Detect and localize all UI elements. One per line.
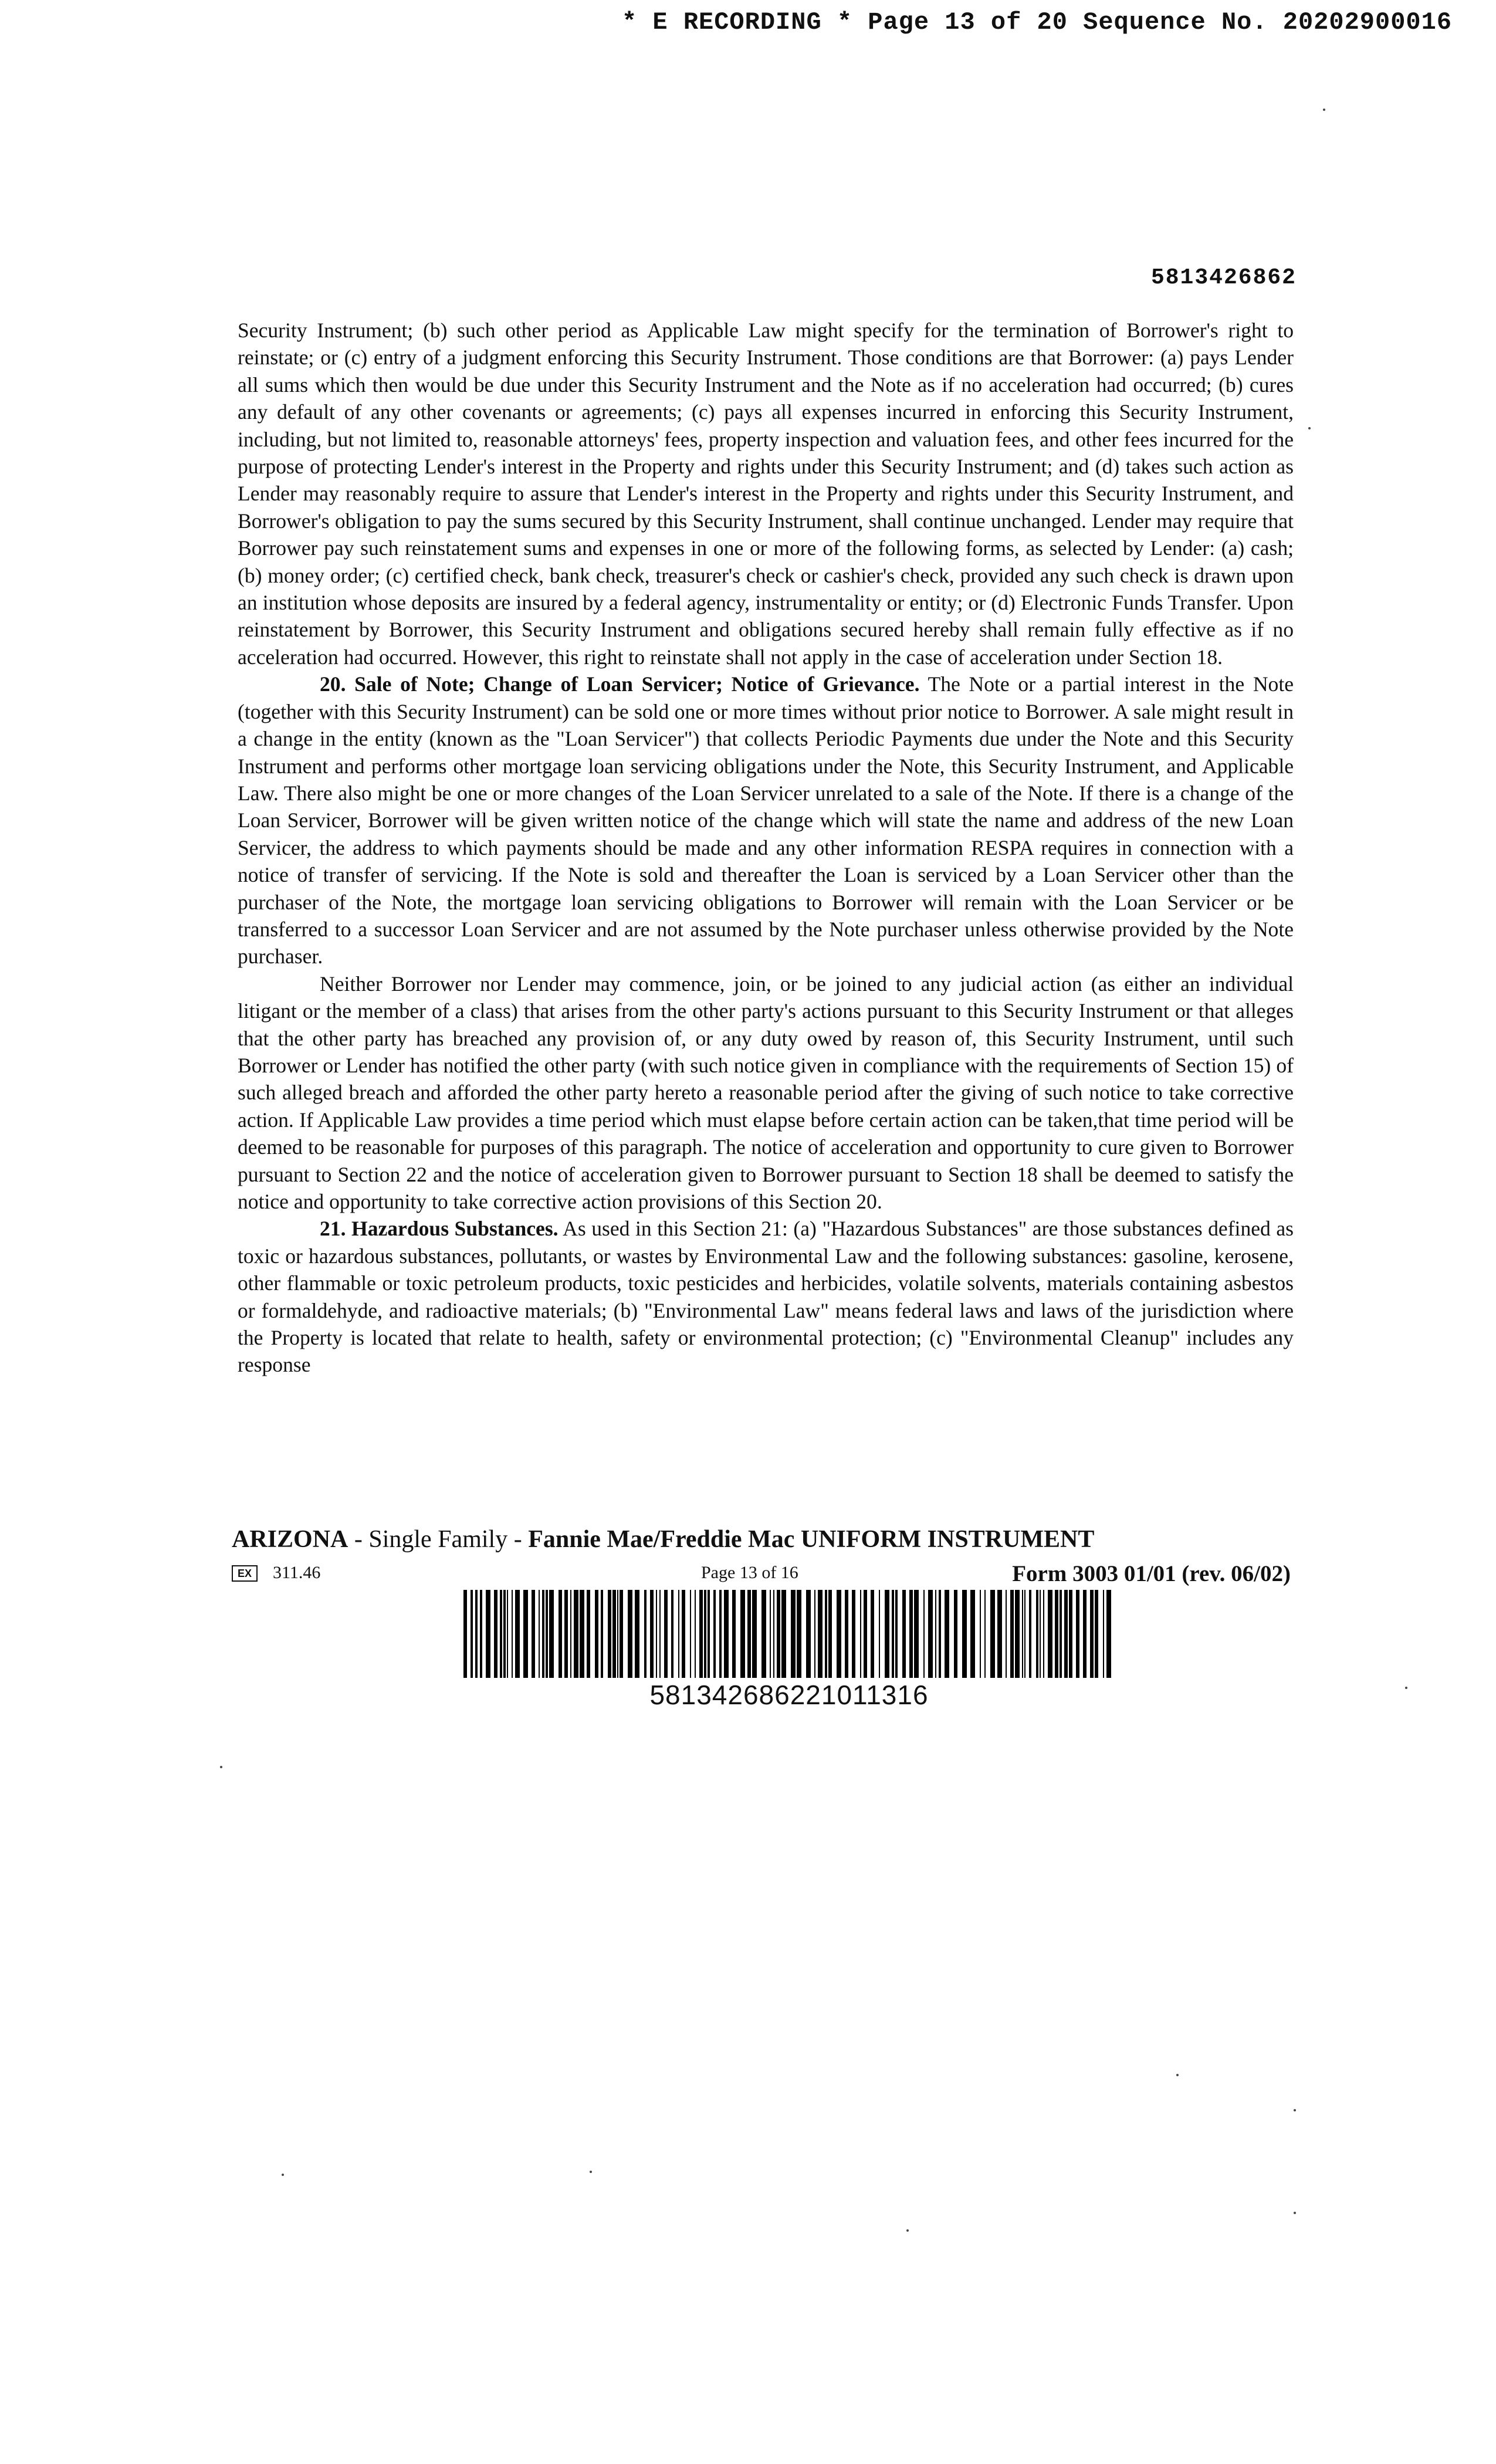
barcode-bar bbox=[864, 1590, 867, 1678]
vendor-code: 311.46 bbox=[273, 1563, 321, 1582]
barcode-bar bbox=[682, 1590, 685, 1678]
barcode-bar bbox=[797, 1590, 801, 1678]
barcode-bar bbox=[740, 1590, 745, 1678]
barcode-bar bbox=[1043, 1590, 1044, 1678]
barcode-bar bbox=[852, 1590, 855, 1678]
barcode-bar bbox=[671, 1590, 673, 1678]
barcode-bar bbox=[620, 1590, 623, 1678]
barcode-bar bbox=[1048, 1590, 1052, 1678]
barcode-bar bbox=[990, 1590, 995, 1678]
form-instrument: Fannie Mae/Freddie Mac UNIFORM INSTRUMENT bbox=[528, 1526, 1095, 1553]
barcode-bar bbox=[704, 1590, 706, 1678]
barcode-bar bbox=[1055, 1590, 1058, 1678]
barcode-bar bbox=[559, 1590, 562, 1678]
barcode-bar bbox=[546, 1590, 548, 1678]
paragraph bbox=[238, 317, 1294, 671]
barcode-bar bbox=[500, 1590, 502, 1678]
barcode-bar bbox=[1040, 1590, 1041, 1678]
scan-speck bbox=[282, 2174, 284, 2176]
barcode-bar bbox=[984, 1590, 986, 1678]
barcode-bar bbox=[601, 1590, 603, 1678]
loan-number: 5813426862 bbox=[1150, 265, 1297, 290]
barcode-bar bbox=[494, 1590, 497, 1678]
barcode-bar bbox=[542, 1590, 544, 1678]
barcode-bar bbox=[471, 1590, 473, 1678]
paragraph-text: The Note or a partial interest in the Note (together with this Security Instrument) can be sold one or more times without prior notice to Borrower. A sale might result in a change in the entity (known as the "Loan Servicer") that collects Periodic Payments due under the Note and this Security Instrument and performs other mortgage loan servicing obligations under the Note, this Security Instrument, and Applicable Law. There also might be one or more changes of the Loan Servicer unrelated to a sale of the Note. If there is a change of the Loan Servicer, Borrower will be given written notice of the change which will state the name and address of the new Loan Servicer, the address to which payments should be made and any other information RESPA requires in connection with a notice of transfer of servicing. If the Note is sold and thereafter the Loan is serviced by a Loan Servicer other than the purchaser of the Note, the mortgage loan servicing obligations to Borrower will remain with the Loan Servicer or be transferred to a successor Loan Servicer and are not assumed by the Note purchaser unless otherwise provided by the Note purchaser. bbox=[238, 672, 1294, 969]
barcode-bar bbox=[902, 1590, 906, 1678]
barcode-bar bbox=[713, 1590, 716, 1678]
barcode-bar bbox=[617, 1590, 618, 1678]
paragraph-text: Security Instrument; (b) such other period as Applicable Law might specify for the termination of Borrower's right to reinstate; or (c) entry of a judgment enforcing this Security Instrument. Those conditions are that Borrower: (a) pays Lender all sums which then would be due under this Security Instrument and the Note as if no acceleration had occurred; (b) cures any default of any other covenants or agreements; (c) pays all expenses incurred in enforcing this Security Instrument, including, but not limited to, reasonable attorneys' fees, property inspection and valuation fees, and other fees incurred for the purpose of protecting Lender's interest in the Property and rights under this Security Instrument; and (d) takes such action as Lender may reasonably require to assure that Lender's interest in the Property and rights under this Security Instrument, and Borrower's obligation to pay the sums secured by this Security Instrument, shall continue unchanged. Lender may require that Borrower pay such reinstatement sums and expenses in one or more of the following forms, as selected by Lender: (a) cash; (b) money order; (c) certified check, bank check, treasurer's check or cashier's check, provided any such check is drawn upon an institution whose deposits are insured by a federal agency, instrumentality or entity; or (d) Electronic Funds Transfer. Upon reinstatement by Borrower, this Security Instrument and obligations secured hereby shall remain fully effective as if no acceleration had occurred. However, this right to reinstate shall not apply in the case of acceleration under Section 18. bbox=[238, 319, 1294, 669]
barcode-bar bbox=[806, 1590, 811, 1678]
barcode-bar bbox=[777, 1590, 780, 1678]
form-title-separator: - bbox=[507, 1526, 529, 1553]
barcode-bar bbox=[761, 1590, 766, 1678]
scan-speck bbox=[1308, 427, 1311, 429]
barcode-bar bbox=[1060, 1590, 1062, 1678]
barcode-bar bbox=[1022, 1590, 1023, 1678]
barcode-bar bbox=[628, 1590, 632, 1678]
barcode-bar bbox=[656, 1590, 657, 1678]
form-footer bbox=[232, 1561, 1291, 1590]
barcode-bar bbox=[678, 1590, 679, 1678]
section-heading: 21. Hazardous Substances. bbox=[320, 1217, 559, 1241]
barcode-bar bbox=[1090, 1590, 1094, 1678]
barcode-bar bbox=[515, 1590, 520, 1678]
barcode-bar bbox=[580, 1590, 584, 1678]
barcode-bar bbox=[954, 1590, 957, 1678]
barcode-bar bbox=[507, 1590, 508, 1678]
barcode-bar bbox=[549, 1590, 554, 1678]
barcode-bar bbox=[773, 1590, 774, 1678]
barcode-bar bbox=[724, 1590, 729, 1678]
barcode-bar bbox=[635, 1590, 639, 1678]
barcode-bar bbox=[970, 1590, 975, 1678]
barcode-bar bbox=[909, 1590, 913, 1678]
paragraph bbox=[238, 970, 1294, 1216]
barcode-bar bbox=[770, 1590, 771, 1678]
barcode-bar bbox=[752, 1590, 757, 1678]
barcode-bar bbox=[699, 1590, 703, 1678]
barcode-bar bbox=[523, 1590, 528, 1678]
barcode-bar bbox=[587, 1590, 590, 1678]
barcode-bar bbox=[486, 1590, 490, 1678]
barcode-bar bbox=[871, 1590, 874, 1678]
recording-header: * E RECORDING * Page 13 of 20 Sequence No. 20202900016 bbox=[622, 8, 1453, 36]
barcode-bar bbox=[747, 1590, 751, 1678]
barcode-bar bbox=[503, 1590, 506, 1678]
barcode-bar bbox=[939, 1590, 941, 1678]
barcode-bar bbox=[463, 1590, 467, 1678]
barcode-bar bbox=[1024, 1590, 1025, 1678]
paragraph-text: Neither Borrower nor Lender may commence, join, or be joined to any judicial action (as either an individual litigant or the member of a class) that arises from the other party's actions pursuant to this Security Instrument or that alleges that the other party has breached any provision of, or any duty owed by reason of, this Security Instrument, until such Borrower or Lender has notified the other party (with such notice given in compliance with the requirements of Section 15) of such alleged breach and afforded the other party hereto a reasonable period after the giving of such notice to take corrective action. If Applicable Law provides a time period which must elapse before certain action can be taken,that time period will be deemed to be reasonable for purposes of this paragraph. The notice of acceleration and opportunity to cure given to Borrower pursuant to Section 22 and the notice of acceleration given to Borrower pursuant to Section 18 shall be deemed to satisfy the notice and opportunity to take corrective action provisions of this Section 20. bbox=[238, 972, 1294, 1213]
barcode-bar bbox=[879, 1590, 880, 1678]
barcode-bar bbox=[564, 1590, 568, 1678]
scan-speck bbox=[1323, 109, 1325, 111]
scan-speck bbox=[1294, 2109, 1296, 2111]
barcode-bar bbox=[837, 1590, 841, 1678]
scan-speck bbox=[1176, 2074, 1179, 2076]
paragraph bbox=[238, 671, 1294, 970]
barcode-bar bbox=[892, 1590, 894, 1678]
barcode-bar bbox=[475, 1590, 478, 1678]
barcode-bar bbox=[997, 1590, 1002, 1678]
form-number: Form 3003 01/01 (rev. 06/02) bbox=[1012, 1561, 1291, 1586]
scan-speck bbox=[590, 2171, 592, 2173]
form-state: ARIZONA bbox=[232, 1526, 348, 1553]
barcode-bar bbox=[512, 1590, 513, 1678]
barcode-bar bbox=[885, 1590, 889, 1678]
barcode-bar bbox=[1083, 1590, 1087, 1678]
scan-speck bbox=[906, 2229, 909, 2232]
vendor-logo-icon: EX bbox=[232, 1565, 258, 1582]
barcode-bar bbox=[1015, 1590, 1020, 1678]
barcode-bar bbox=[935, 1590, 936, 1678]
barcode-bar bbox=[1069, 1590, 1072, 1678]
barcode-bar bbox=[1103, 1590, 1104, 1678]
barcode-bar bbox=[1029, 1590, 1031, 1678]
barcode-bar bbox=[644, 1590, 647, 1678]
barcode-bar bbox=[1095, 1590, 1098, 1678]
barcode-bar bbox=[791, 1590, 796, 1678]
barcode-bar bbox=[595, 1590, 598, 1678]
barcode-bar bbox=[962, 1590, 967, 1678]
barcode-bar bbox=[928, 1590, 933, 1678]
scan-speck bbox=[220, 1766, 222, 1768]
barcode-bar bbox=[825, 1590, 827, 1678]
barcode-bar bbox=[480, 1590, 482, 1678]
barcode-bar bbox=[923, 1590, 925, 1678]
barcode-bar bbox=[1106, 1590, 1111, 1678]
barcode-bar bbox=[570, 1590, 571, 1678]
barcode-bar bbox=[708, 1590, 710, 1678]
page-number: Page 13 of 16 bbox=[701, 1563, 798, 1582]
barcode bbox=[463, 1590, 1115, 1678]
barcode-bar bbox=[695, 1590, 696, 1678]
barcode-bar bbox=[1006, 1590, 1007, 1678]
scan-speck bbox=[1405, 1687, 1407, 1689]
barcode-bar bbox=[650, 1590, 654, 1678]
scan-speck bbox=[1294, 2212, 1296, 2214]
barcode-bar bbox=[860, 1590, 861, 1678]
barcode-bar bbox=[945, 1590, 949, 1678]
barcode-digits: 581342686221011316 bbox=[649, 1680, 929, 1710]
barcode-bar bbox=[1064, 1590, 1068, 1678]
barcode-bar bbox=[664, 1590, 668, 1678]
barcode-bar bbox=[1010, 1590, 1014, 1678]
barcode-bar bbox=[845, 1590, 848, 1678]
barcode-bar bbox=[732, 1590, 736, 1678]
barcode-bar bbox=[532, 1590, 535, 1678]
barcode-bar bbox=[612, 1590, 616, 1678]
paragraph-text: As used in this Section 21: (a) "Hazardous Substances" are those substances defined as toxic or hazardous substances, pollutants, or wastes by Environmental Law and the following substances: gasoline, kerosene, other flammable or toxic petroleum products, toxic pesticides and herbicides, volatile solvents, materials containing asbestos or formaldehyde, and radioactive materials; (b) "Environmental Law" means federal laws and laws of the jurisdiction where the Property is located that relate to health, safety or environmental protection; (c) "Environmental Cleanup" includes any response bbox=[238, 1217, 1294, 1377]
barcode-bar bbox=[690, 1590, 691, 1678]
barcode-bar bbox=[818, 1590, 823, 1678]
barcode-bar bbox=[1076, 1590, 1079, 1678]
barcode-bar bbox=[608, 1590, 611, 1678]
barcode-bar bbox=[814, 1590, 815, 1678]
document-body bbox=[238, 317, 1294, 1379]
barcode-bar bbox=[895, 1590, 898, 1678]
barcode-bar bbox=[1036, 1590, 1038, 1678]
section-heading: 20. Sale of Note; Change of Loan Servicer; Notice of Grievance. bbox=[320, 672, 920, 696]
barcode-bar bbox=[719, 1590, 722, 1678]
barcode-bar bbox=[828, 1590, 832, 1678]
barcode-bar bbox=[574, 1590, 578, 1678]
barcode-bar bbox=[659, 1590, 661, 1678]
barcode-bar bbox=[781, 1590, 786, 1678]
barcode-bar bbox=[914, 1590, 919, 1678]
form-title-separator: - bbox=[348, 1526, 369, 1553]
barcode-bar bbox=[539, 1590, 540, 1678]
form-title bbox=[232, 1525, 1094, 1553]
barcode-bar bbox=[980, 1590, 981, 1678]
form-family: Single Family bbox=[368, 1526, 508, 1553]
paragraph bbox=[238, 1215, 1294, 1378]
